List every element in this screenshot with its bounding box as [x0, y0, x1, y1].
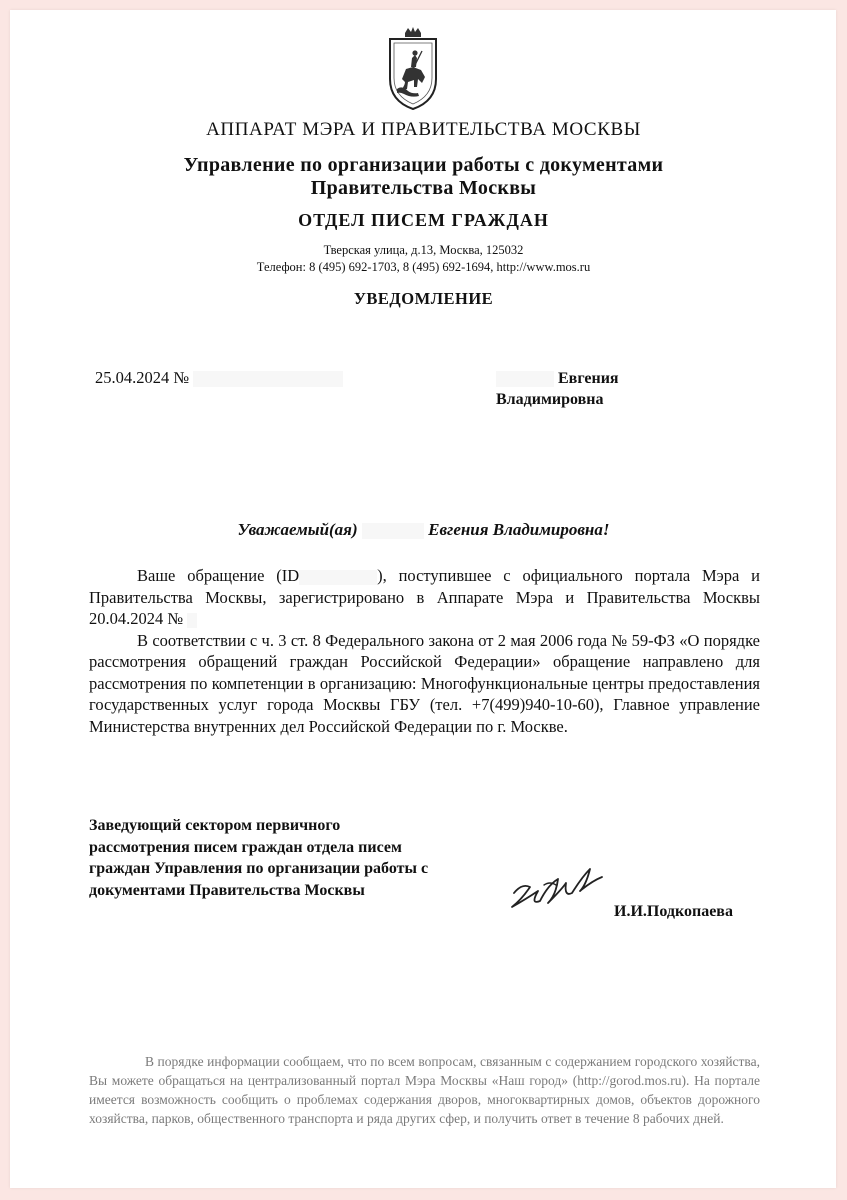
notice-title: УВЕДОМЛЕНИЕ: [353, 289, 494, 308]
handwritten-signature: [500, 855, 610, 915]
org-title: АППАРАТ МЭРА И ПРАВИТЕЛЬСТВА МОСКВЫ: [206, 119, 641, 140]
moscow-coat-of-arms-icon: [388, 27, 438, 111]
signer-name: И.И.Подкопаева: [614, 903, 733, 920]
address-line: Тверская улица, д.13, Москва, 125032: [323, 243, 524, 257]
p1-start: Ваше обращение (ID: [137, 566, 300, 585]
registration-number-sign: №: [173, 368, 190, 387]
greeting: [0, 520, 847, 540]
greeting-name: Евгения Владимировна!: [428, 520, 610, 539]
letter-body: [89, 565, 760, 737]
redacted-surname: [496, 371, 554, 387]
phone-line: Телефон: 8 (495) 692-1703, 8 (495) 692-1694, http://www.mos.ru: [256, 260, 591, 274]
greeting-prefix: Уважаемый(ая): [237, 520, 358, 539]
redacted-reg-number: [187, 613, 197, 628]
recipient-patronymic: Владимировна: [496, 391, 604, 408]
redacted-registration-number: [193, 371, 343, 387]
body-paragraph-1: [89, 565, 760, 630]
registration-date: 25.04.2024: [95, 368, 170, 387]
signer-position: Заведующий сектором первичного рассмотрения писем граждан отдела писем граждан Управления по организации работы с документами Правительства Москвы: [89, 817, 429, 899]
p1-end: ), поступившее с официального портала Мэра и Правительства Москвы, зарегистрировано в Аппарате Мэра и Правительства Москвы 20.04.2024 №: [89, 566, 760, 628]
body-paragraph-2: В соответствии с ч. 3 ст. 8 Федерального закона от 2 мая 2006 года № 59-ФЗ «О порядке рассмотрения обращений граждан Российской Федерации» обращение направлено для рассмотрения по компетенции в организацию: Многофункциональные центры предоставления государственных услуг города Москвы ГБУ (тел. +7(499)940-10-60), Главное управление Министерства внутренних дел Российской Федерации по г. Москве.: [89, 630, 760, 736]
redacted-appeal-id: [299, 570, 377, 585]
info-paragraph: В порядке информации сообщаем, что по всем вопросам, связанным с содержанием городского хозяйства, Вы можете обращаться на централизованный портал Мэра Москвы «Наш город» (http://gorod.mos.ru). На портале имеется возможность сообщить о проблемах содержания дворов, многоквартирных домов, объектов дорожного хозяйства, парков, общественного транспорта и ряда других сфер, и получить ответ в течение 8 рабочих дней.: [89, 1054, 760, 1126]
division-title: ОТДЕЛ ПИСЕМ ГРАЖДАН: [298, 210, 549, 230]
contact-block: [0, 242, 847, 276]
recipient-first-name: Евгения: [558, 370, 619, 387]
registration-line: [95, 368, 343, 388]
department-title: [0, 154, 847, 200]
recipient-block: [496, 368, 619, 410]
redacted-greeting-surname: [362, 523, 424, 539]
info-footer: [89, 1052, 760, 1128]
department-line-1: Управление по организации работы с документами: [183, 154, 664, 176]
department-line-2: Правительства Москвы: [310, 177, 537, 199]
